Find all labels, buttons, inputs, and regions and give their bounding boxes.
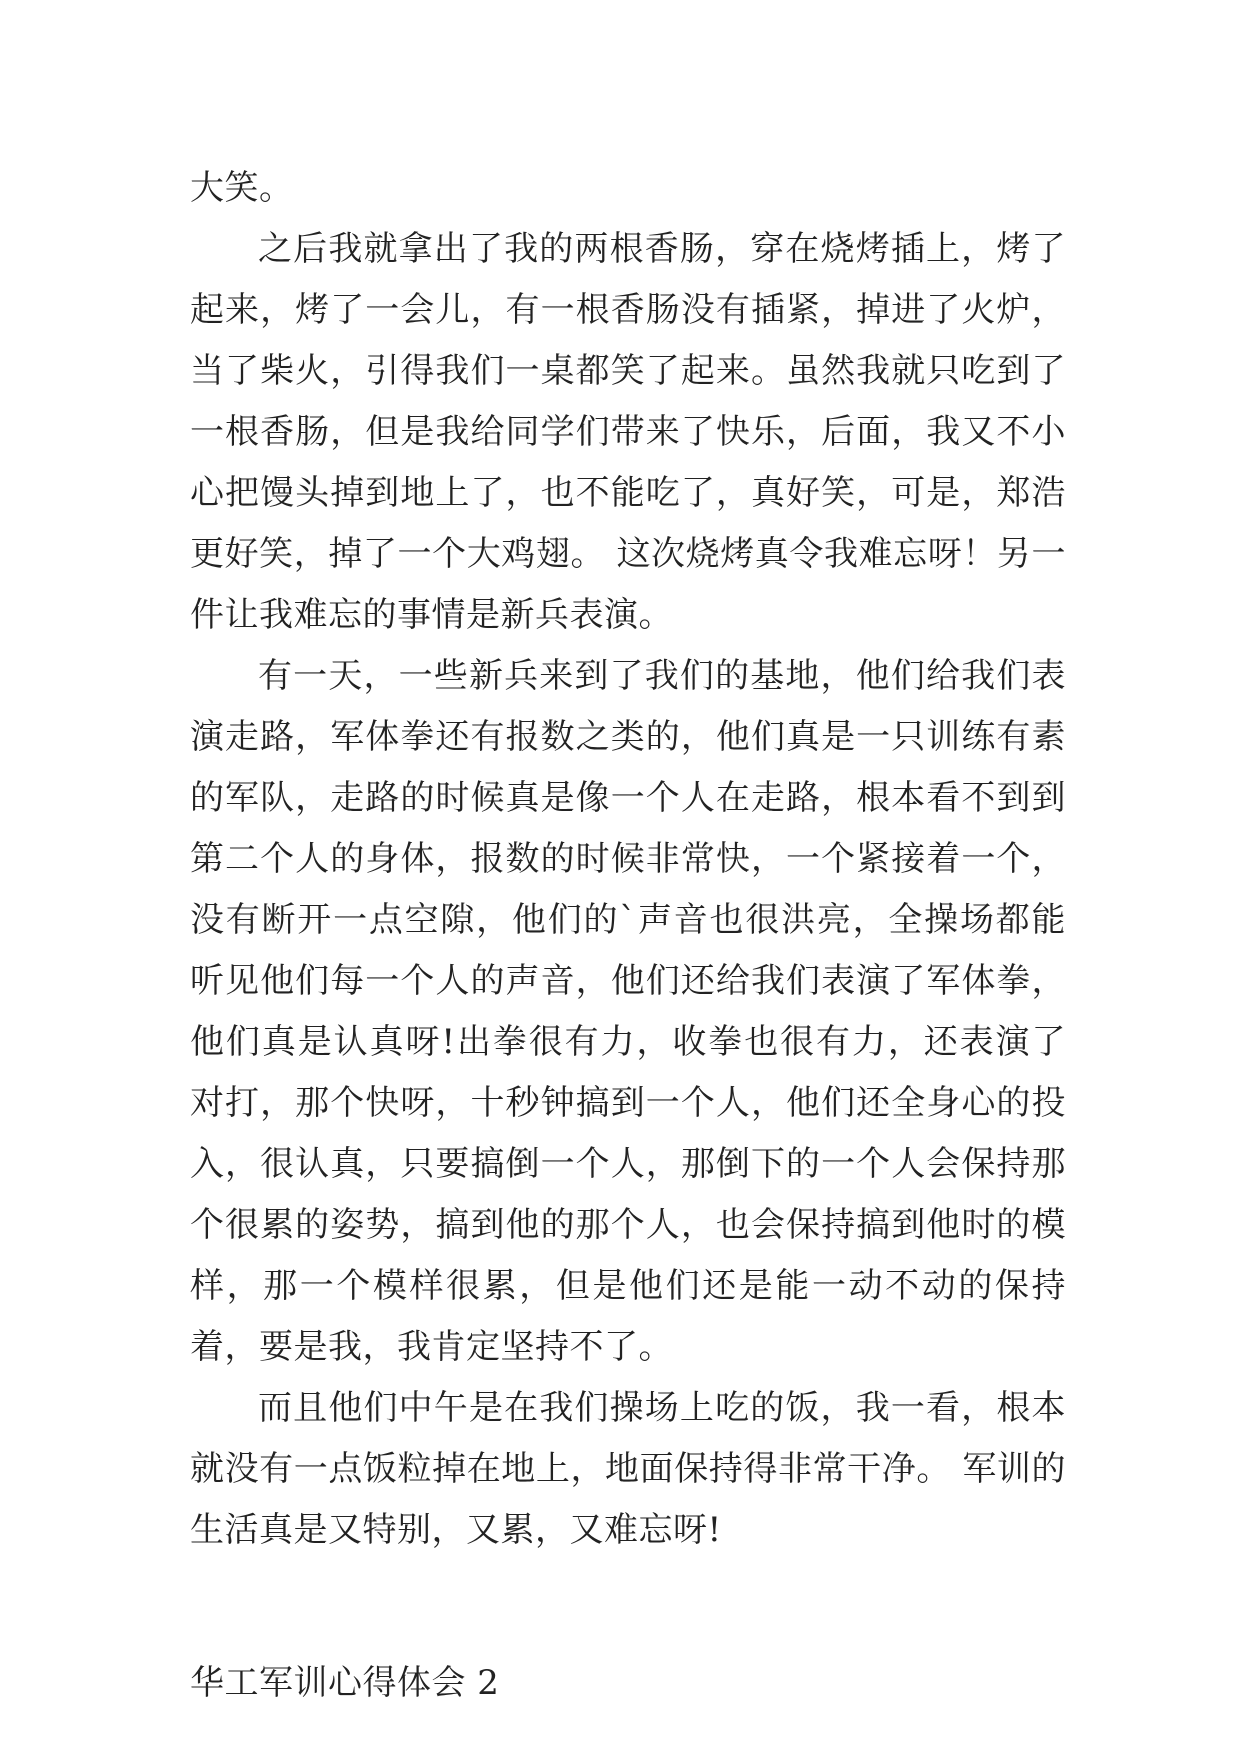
paragraph-continuation: 大笑。 (190, 168, 294, 208)
section-title: 华工军训心得体会 2 (190, 1663, 500, 1703)
paragraph-recruit-performance: 有一天，一些新兵来到了我们的基地，他们给我们表演走路，军体拳还有报数之类的，他们真是一只训练有素的军队，走路的时候真是像一个人在走路，根本看不到到第二个人的身体，报数的时候非常快，一个紧接着一个，没有断开一点空隙，他们的`声音也很洪亮，全操场都能听见他们每一个人的声音，他们还给我们表演了军体拳，他们真是认真呀!出拳很有力，收拳也很有力，还表演了对打，那个快呀，十秒钟搞到一个人，他们还全身心的投入，很认真，只要搞倒一个人，那倒下的一个人会保持那个很累的姿势，搞到他的那个人，也会保持搞到他时的模样，那一个模样很累，但是他们还是能一动不动的保持着，要是我，我肯定坚持不了。 (190, 656, 1066, 1367)
section-spacer (190, 1561, 1066, 1653)
document-body (190, 158, 1066, 1714)
paragraph-barbecue: 之后我就拿出了我的两根香肠，穿在烧烤插上，烤了起来，烤了一会儿，有一根香肠没有插紧，掉进了火炉，当了柴火，引得我们一桌都笑了起来。虽然我就只吃到了一根香肠，但是我给同学们带来了快乐，后面，我又不小心把馒头掉到地上了，也不能吃了，真好笑，可是，郑浩更好笑，掉了一个大鸡翅。 这次烧烤真令我难忘呀！另一件让我难忘的事情是新兵表演。 (190, 229, 1066, 635)
paragraph-lunch: 而且他们中午是在我们操场上吃的饭，我一看，根本就没有一点饭粒掉在地上，地面保持得非常干净。 军训的生活真是又特别，又累，又难忘呀! (190, 1388, 1066, 1550)
